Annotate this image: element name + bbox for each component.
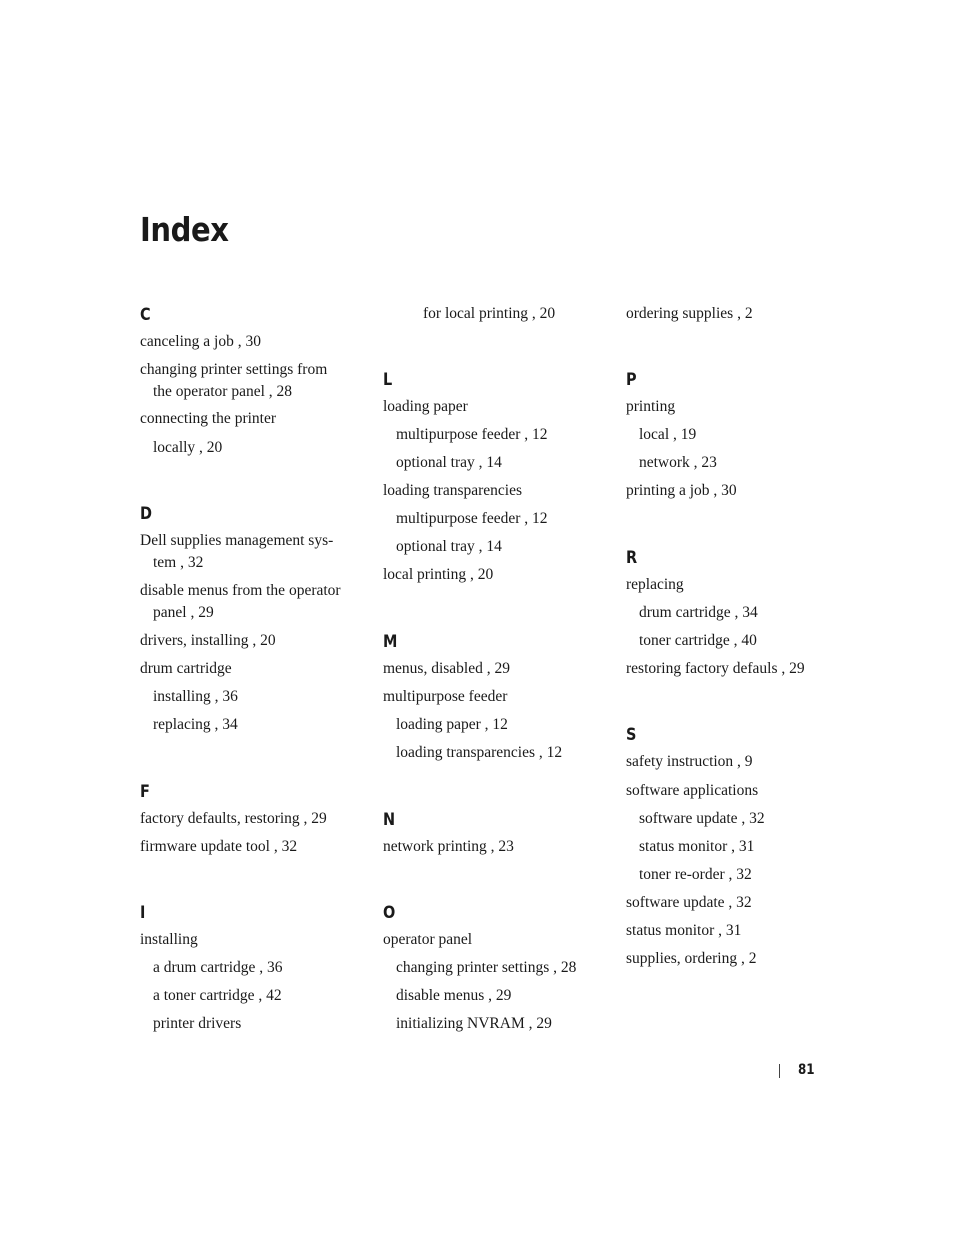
- index-entry: drum cartridge: [140, 660, 232, 677]
- index-subentry: installing , 36: [153, 688, 238, 705]
- index-entry: firmware update tool , 32: [140, 838, 298, 855]
- section-letter-d: D: [140, 504, 153, 524]
- index-entry-line: changing printer settings from: [140, 361, 328, 378]
- index-subentry: a toner cartridge , 42: [153, 987, 282, 1004]
- index-entry: loading paper: [383, 398, 468, 415]
- index-subentry: changing printer settings , 28: [396, 959, 577, 976]
- index-subentry: replacing , 34: [153, 716, 238, 733]
- index-entry: installing: [140, 931, 198, 948]
- index-entry: menus, disabled , 29: [383, 660, 510, 677]
- index-entry: safety instruction , 9: [626, 753, 753, 770]
- index-entry: supplies, ordering , 2: [626, 950, 757, 967]
- index-entry-continuation: panel , 29: [153, 604, 214, 621]
- index-subentry: loading transparencies , 12: [396, 744, 563, 761]
- index-subentry: software update , 32: [639, 810, 765, 827]
- index-entry: restoring factory defauls , 29: [626, 660, 805, 677]
- section-letter-r: R: [626, 548, 638, 568]
- index-entry: loading transparencies: [383, 482, 523, 499]
- section-letter-f: F: [140, 782, 150, 802]
- index-subentry: toner re-order , 32: [639, 866, 752, 883]
- index-subentry: optional tray , 14: [396, 538, 502, 555]
- index-subentry: multipurpose feeder , 12: [396, 510, 548, 527]
- section-letter-m: M: [383, 632, 398, 652]
- index-entry: [140, 580, 341, 624]
- section-letter-c: C: [140, 305, 151, 325]
- index-entry: ordering supplies , 2: [626, 305, 753, 322]
- index-entry: multipurpose feeder: [383, 688, 508, 705]
- section-letter-s: S: [626, 725, 637, 745]
- index-subentry: network , 23: [639, 454, 717, 471]
- footer-divider: [779, 1064, 780, 1078]
- index-entry: connecting the printer: [140, 410, 277, 427]
- index-subentry: locally , 20: [153, 439, 223, 456]
- index-subentry: toner cartridge , 40: [639, 632, 757, 649]
- index-entry-line: Dell supplies management sys-: [140, 532, 334, 549]
- index-subentry: optional tray , 14: [396, 454, 502, 471]
- index-subentry: printer drivers: [153, 1015, 242, 1032]
- index-entry-continuation: tem , 32: [153, 554, 204, 571]
- page-number: 81: [798, 1062, 815, 1078]
- index-entry: canceling a job , 30: [140, 333, 261, 350]
- index-entry: network printing , 23: [383, 838, 514, 855]
- section-letter-l: L: [383, 370, 393, 390]
- section-letter-p: P: [626, 370, 637, 390]
- index-entry: replacing: [626, 576, 684, 593]
- index-entry-continuation: the operator panel , 28: [153, 383, 293, 400]
- index-subentry: drum cartridge , 34: [639, 604, 758, 621]
- index-entry: local printing , 20: [383, 566, 494, 583]
- index-entry: factory defaults, restoring , 29: [140, 810, 327, 827]
- index-subsubentry: for local printing , 20: [423, 305, 556, 322]
- index-entry: drivers, installing , 20: [140, 632, 276, 649]
- index-entry: status monitor , 31: [626, 922, 742, 939]
- section-letter-i: I: [140, 903, 146, 923]
- index-subentry: loading paper , 12: [396, 716, 508, 733]
- index-entry: operator panel: [383, 931, 473, 948]
- page-title: Index: [140, 210, 229, 249]
- index-entry: printing: [626, 398, 676, 415]
- index-subentry: initializing NVRAM , 29: [396, 1015, 552, 1032]
- index-entry-line: disable menus from the operator: [140, 582, 341, 599]
- index-subentry: disable menus , 29: [396, 987, 512, 1004]
- index-entry: printing a job , 30: [626, 482, 737, 499]
- index-entry: [140, 530, 333, 574]
- index-entry: [140, 359, 327, 403]
- section-letter-o: O: [383, 903, 396, 923]
- index-subentry: local , 19: [639, 426, 697, 443]
- index-subentry: a drum cartridge , 36: [153, 959, 283, 976]
- index-subentry: status monitor , 31: [639, 838, 755, 855]
- index-entry: software applications: [626, 782, 759, 799]
- index-subentry: multipurpose feeder , 12: [396, 426, 548, 443]
- section-letter-n: N: [383, 810, 396, 830]
- index-entry: software update , 32: [626, 894, 752, 911]
